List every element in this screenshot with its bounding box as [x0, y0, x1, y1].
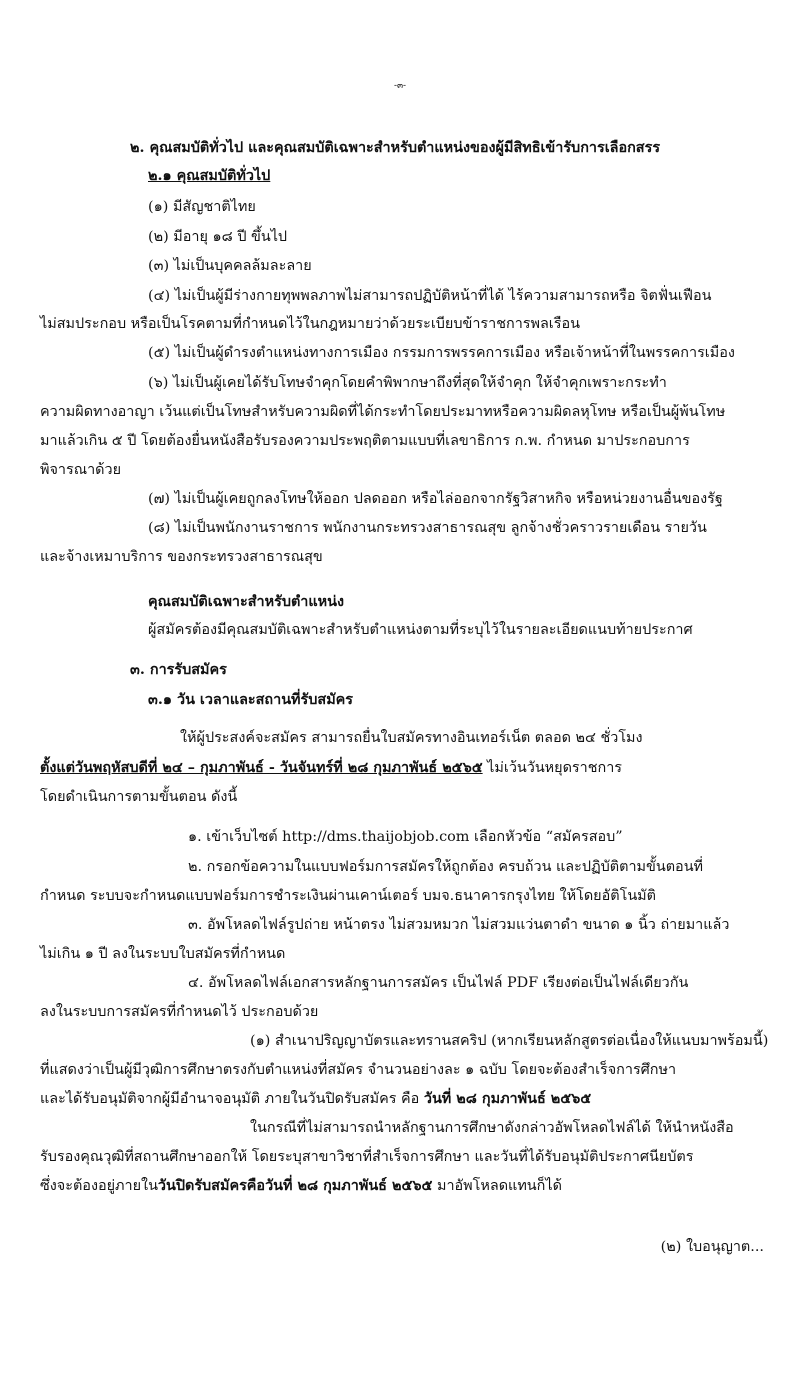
application-dates: ตั้งแต่วันพฤหัสบดีที่ ๒๔ – กุมภาพันธ์ - วันจันทร์ที่ ๒๘ กุมภาพันธ์ ๒๕๖๕: [40, 759, 483, 776]
specific-qualification-heading: คุณสมบัติเฉพาะสำหรับตำแหน่ง: [148, 593, 345, 610]
application-step: ๑. เข้าเว็บไซต์ http://dms.thaijobjob.com เลือกหัวข้อ “สมัครสอบ”: [188, 829, 623, 845]
qualification-item: (๔) ไม่เป็นผู้มีร่างกายทุพพลภาพไม่สามารถปฏิบัติหน้าที่ได้ ไร้ความสามารถหรือ จิตฟั่นเฟือน: [148, 288, 712, 304]
application-intro: ให้ผู้ประสงค์จะสมัคร สามารถยื่นใบสมัครทางอินเทอร์เน็ต ตลอด ๒๔ ชั่วโมง: [180, 730, 643, 746]
specific-qualification-text: ผู้สมัครต้องมีคุณสมบัติเฉพาะสำหรับตำแหน่งตามที่ระบุไว้ในรายละเอียดแนบท้ายประกาศ: [148, 622, 693, 638]
alternative-note-deadline: [40, 1176, 562, 1196]
note-deadline-date: วันปิดรับสมัครคือวันที่ ๒๘ กุมภาพันธ์ ๒๕๖๕: [157, 1177, 433, 1194]
note-text-end: มาอัพโหลดแทนก็ได้: [432, 1178, 562, 1194]
section-2-1-heading: ๒.๑ คุณสมบัติทั่วไป: [148, 167, 271, 184]
continuation-marker: (๒) ใบอนุญาต...: [660, 1239, 764, 1255]
note-text: ซึ่งจะต้องอยู่ภายใน: [40, 1178, 158, 1194]
section-2-heading: ๒. คุณสมบัติทั่วไป และคุณสมบัติเฉพาะสำหรับตำแหน่งของผู้มีสิทธิเข้ารับการเลือกสรร: [130, 139, 661, 156]
qualification-item: (๖) ไม่เป็นผู้เคยได้รับโทษจำคุกโดยคำพิพากษาถึงที่สุดให้จำคุก ให้จำคุกเพราะกระทำ: [148, 375, 667, 391]
application-step: ๔. อัพโหลดไฟล์เอกสารหลักฐานการสมัคร เป็นไฟล์ PDF เรียงต่อเป็นไฟล์เดียวกัน: [188, 975, 689, 991]
qualification-item: (๘) ไม่เป็นพนักงานราชการ พนักงานกระทรวงสาธารณสุข ลูกจ้างชั่วคราวรายเดือน รายวัน: [148, 520, 707, 536]
qualification-item: (๓) ไม่เป็นบุคคลล้มละลาย: [148, 258, 312, 274]
section-3-1-heading: ๓.๑ วัน เวลาและสถานที่รับสมัคร: [148, 691, 354, 708]
alternative-note: ในกรณีที่ไม่สามารถนำหลักฐานการศึกษาดังกล่าวอัพโหลดไฟล์ได้ ให้นำหนังสือ: [250, 1120, 734, 1136]
application-step-continued: ไม่เกิน ๑ ปี ลงในระบบใบสมัครที่กำหนด: [40, 946, 286, 962]
application-step-continued: ลงในระบบการสมัครที่กำหนดไว้ ประกอบด้วย: [40, 1004, 319, 1020]
qualification-item: (๕) ไม่เป็นผู้ดำรงตำแหน่งทางการเมือง กรรมการพรรคการเมือง หรือเจ้าหน้าที่ในพรรคการเมือง: [148, 345, 735, 361]
alternative-note-continued: รับรองคุณวุฒิที่สถานศึกษาออกให้ โดยระบุสาขาวิชาที่สำเร็จการศึกษา และวันที่ได้รับอนุมัติประกาศนียบัตร: [40, 1149, 694, 1165]
application-step: ๒. กรอกข้อความในแบบฟอร์มการสมัครให้ถูกต้อง ครบถ้วน และปฏิบัติตามขั้นตอนที่: [188, 859, 704, 875]
application-step: ๓. อัพโหลดไฟล์รูปถ่าย หน้าตรง ไม่สวมหมวก ไม่สวมแว่นตาดำ ขนาด ๑ นิ้ว ถ่ายมาแล้ว: [188, 917, 730, 933]
required-document-deadline: [40, 1089, 591, 1109]
qualification-item-continued: ความผิดทางอาญา เว้นแต่เป็นโทษสำหรับความผิดที่ได้กระทำโดยประมาทหรือความผิดลหุโทษ หรือเป็นผู้พ้นโทษ: [40, 404, 726, 420]
qualification-item-continued: ไม่สมประกอบ หรือเป็นโรคตามที่กำหนดไว้ในกฎหมายว่าด้วยระเบียบข้าราชการพลเรือน: [40, 316, 580, 332]
section-3-heading: ๓. การรับสมัคร: [130, 661, 227, 678]
application-step-continued: กำหนด ระบบจะกำหนดแบบฟอร์มการชำระเงินผ่านเคาน์เตอร์ บมจ.ธนาคารกรุงไทย ให้โดยอัติโนมัติ: [40, 888, 656, 904]
deadline-date: วันที่ ๒๘ กุมภาพันธ์ ๒๕๖๕: [423, 1090, 592, 1107]
qualification-item: (๗) ไม่เป็นผู้เคยถูกลงโทษให้ออก ปลดออก หรือไล่ออกจากรัฐวิสาหกิจ หรือหน่วยงานอื่นของรัฐ: [148, 491, 723, 507]
application-period-note: ไม่เว้นวันหยุดราชการ: [482, 760, 623, 776]
required-document-continued: ที่แสดงว่าเป็นผู้มีวุฒิการศึกษาตรงกับตำแหน่งที่สมัคร จำนวนอย่างละ ๑ ฉบับ โดยจะต้องสำเร็จการศึกษา: [40, 1062, 677, 1078]
qualification-item-continued: พิจารณาด้วย: [40, 462, 122, 478]
required-document-item: (๑) สำเนาปริญญาบัตรและทรานสคริป (หากเรียนหลักสูตรต่อเนื่องให้แนบมาพร้อมนี้): [250, 1033, 769, 1049]
application-period: [40, 758, 622, 778]
page-number: -๓-: [393, 81, 407, 91]
qualification-item-continued: มาแล้วเกิน ๕ ปี โดยต้องยื่นหนังสือรับรองความประพฤติตามแบบที่เลขาธิการ ก.พ. กำหนด มาประกอบการ: [40, 433, 690, 449]
qualification-item-continued: และจ้างเหมาบริการ ของกระทรวงสาธารณสุข: [40, 549, 323, 565]
qualification-item: (๒) มีอายุ ๑๘ ปี ขึ้นไป: [148, 229, 288, 245]
deadline-text: และได้รับอนุมัติจากผู้มีอำนาจอนุมัติ ภายในวันปิดรับสมัคร คือ: [40, 1091, 424, 1107]
qualification-item: (๑) มีสัญชาติไทย: [148, 199, 256, 215]
application-intro-continued: โดยดำเนินการตามขั้นตอน ดังนี้: [40, 789, 238, 805]
